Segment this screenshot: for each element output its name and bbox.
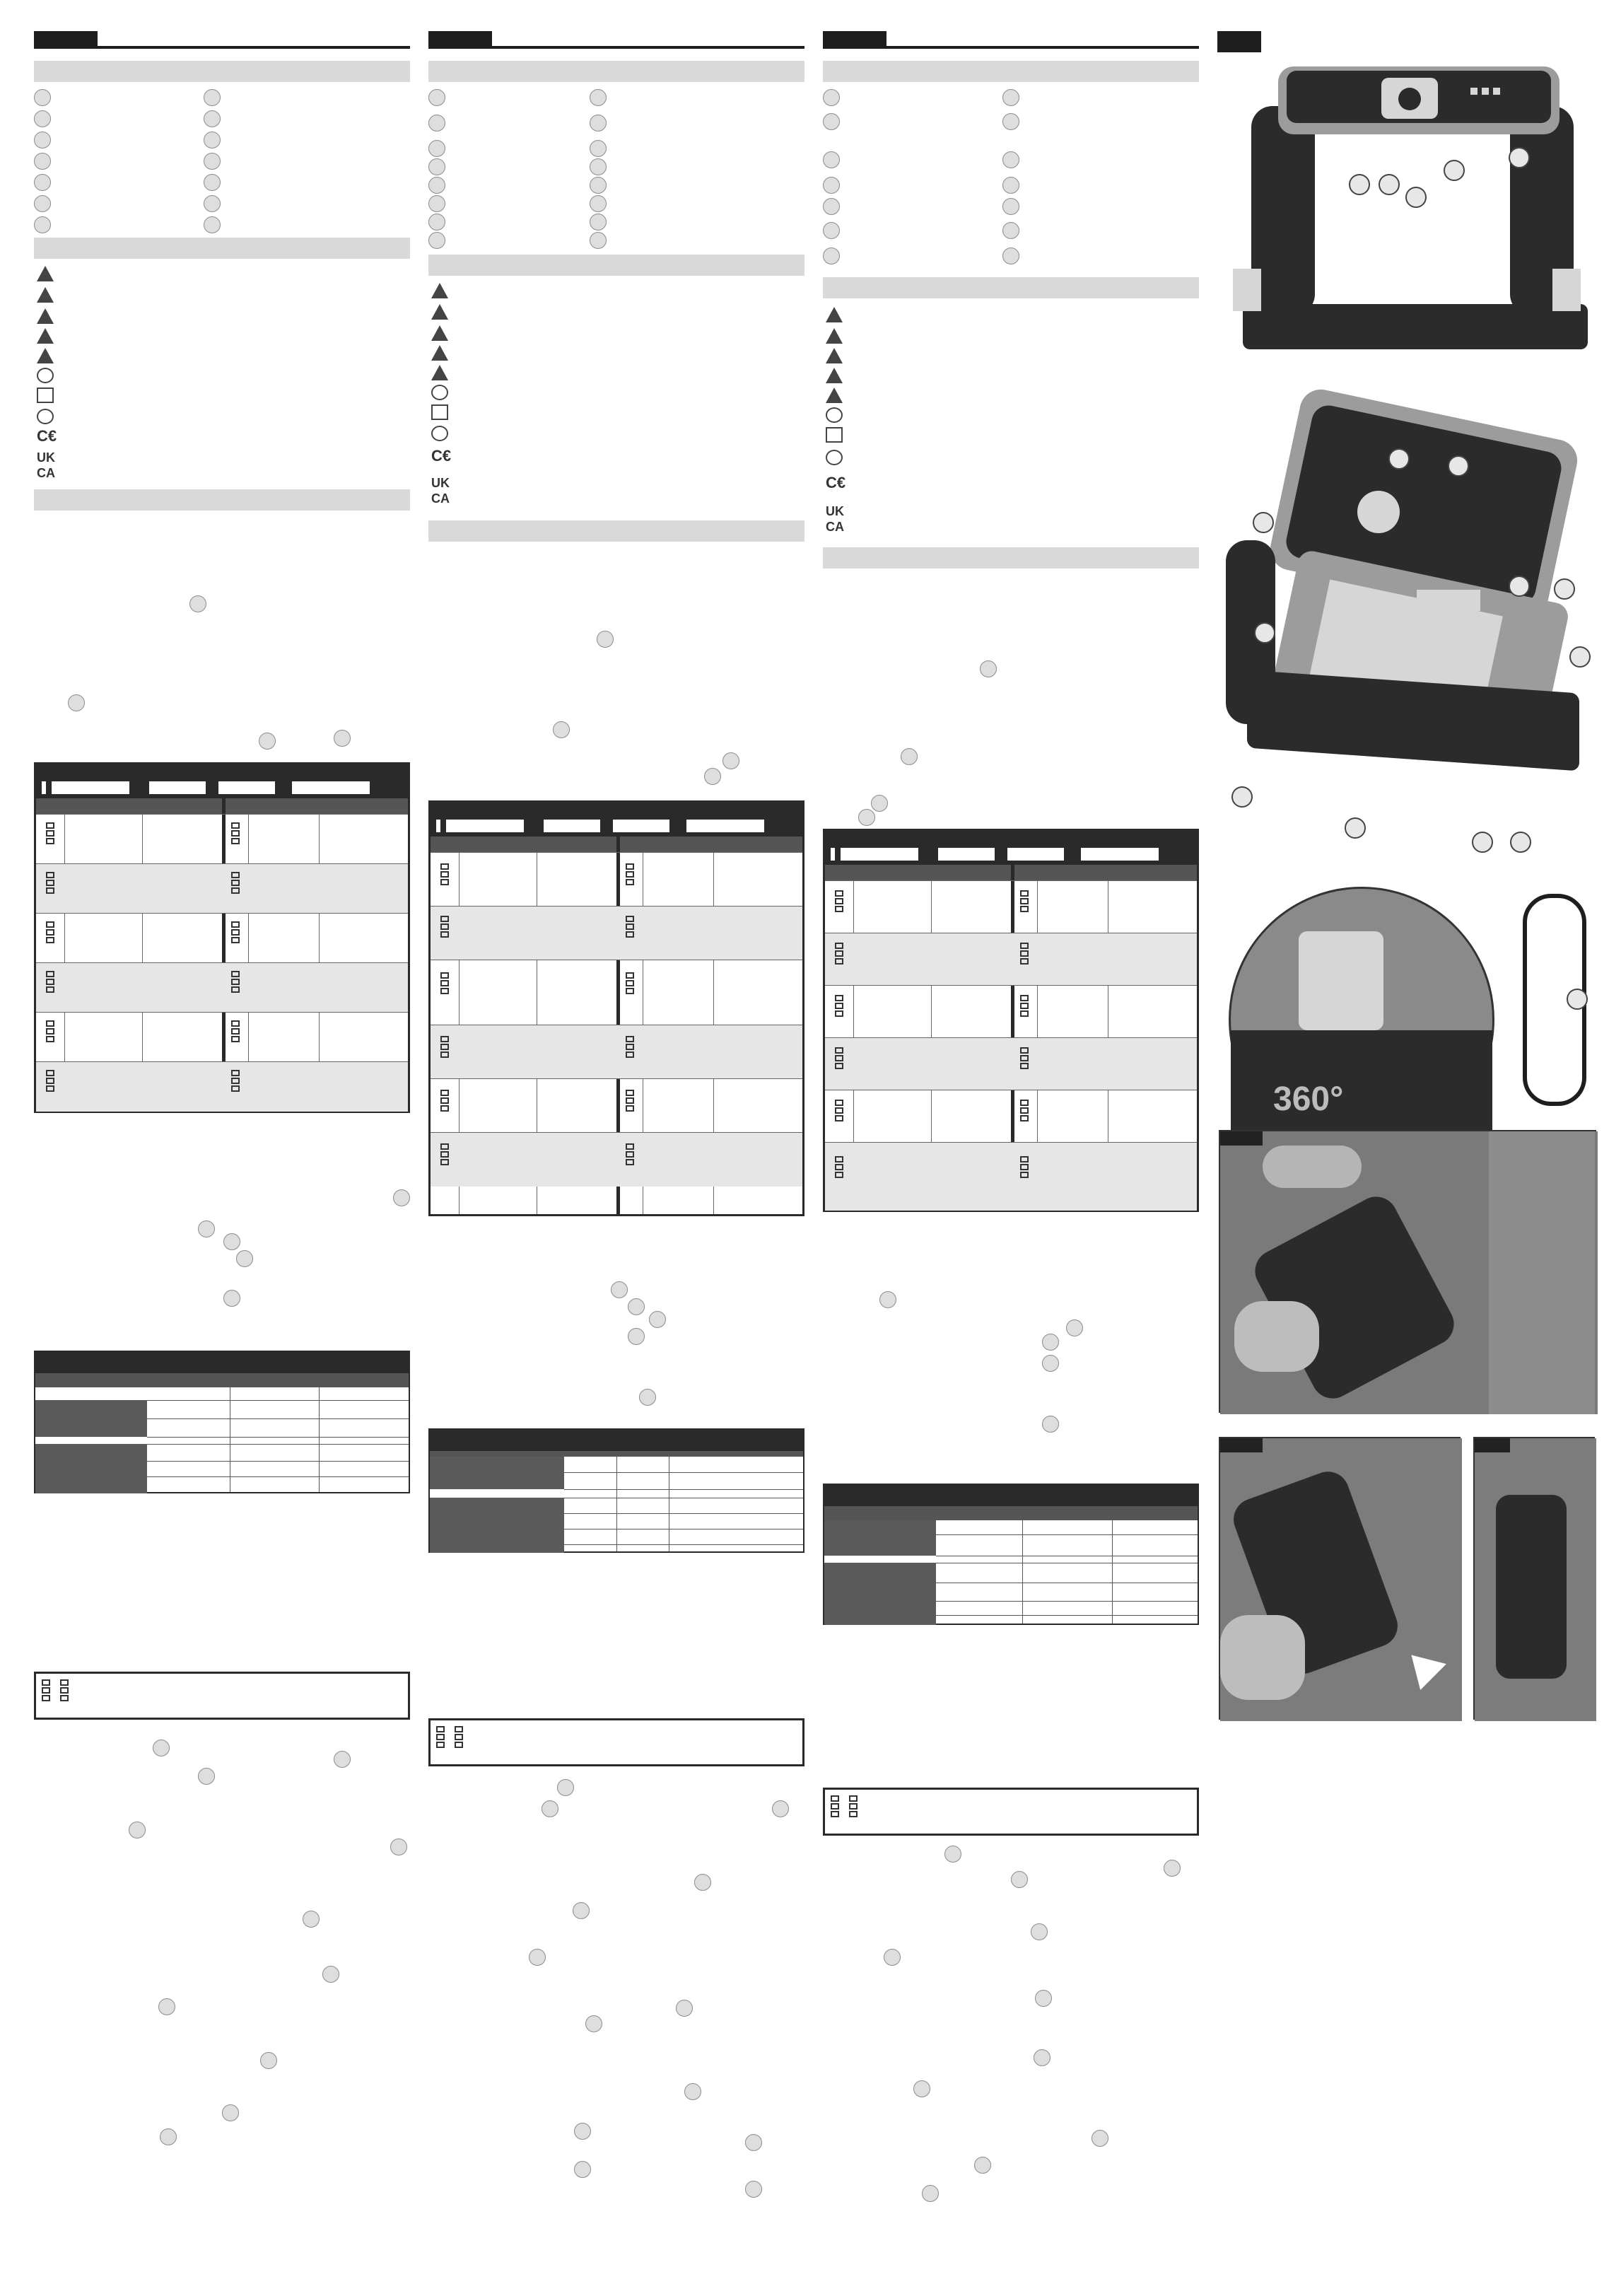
battery-status-table: [34, 762, 410, 1113]
reference-marker: [1035, 1990, 1052, 2007]
reference-marker: [745, 2181, 762, 2198]
reference-marker: [901, 748, 918, 765]
reference-marker: [974, 2157, 991, 2174]
reference-marker: [223, 1290, 240, 1307]
charge-indicator-box: [428, 1718, 804, 1766]
reference-marker: [303, 1911, 320, 1928]
rotation-label: 360°: [1273, 1080, 1344, 1118]
reference-marker: [158, 1998, 175, 2015]
reference-marker: [684, 2083, 701, 2100]
symbols-heading-band: [34, 238, 410, 259]
battery-level-icon: [1020, 995, 1031, 1023]
reference-marker: [628, 1298, 645, 1315]
circle-symbol-icon: [37, 409, 54, 424]
reference-marker: [574, 2161, 591, 2178]
reference-marker: [913, 2080, 930, 2097]
battery-level-icon: [60, 1679, 71, 1708]
battery-level-icon: [835, 1047, 846, 1076]
reference-marker: [1011, 1871, 1028, 1888]
battery-level-icon: [231, 822, 242, 851]
product-front-figure: [1219, 57, 1595, 372]
reference-marker: [585, 2015, 602, 2032]
reference-marker: [722, 752, 739, 769]
reference-marker: [393, 1189, 410, 1206]
charge-indicator-box: [823, 1788, 1199, 1836]
square-symbol-icon: [37, 387, 54, 403]
reference-marker: [259, 733, 276, 750]
battery-level-icon: [440, 972, 452, 1001]
battery-level-icon: [831, 1795, 842, 1824]
square-symbol-icon: [826, 427, 843, 443]
reference-marker: [1066, 1319, 1083, 1336]
reference-marker: [884, 1949, 901, 1966]
reference-marker: [529, 1949, 546, 1966]
section-rule: [823, 46, 1199, 49]
reference-marker: [1092, 2130, 1108, 2147]
reference-marker: [639, 1389, 656, 1406]
warning-triangle-icon: [431, 365, 448, 380]
reference-marker: [153, 1740, 170, 1756]
reference-marker: [542, 1800, 558, 1817]
battery-level-icon: [440, 1090, 452, 1118]
battery-level-icon: [835, 1100, 846, 1128]
reference-marker: [260, 2052, 277, 2069]
battery-level-icon: [1020, 890, 1031, 919]
reference-marker: [68, 694, 85, 711]
battery-level-icon: [626, 916, 637, 944]
section-heading-band: [823, 547, 1199, 569]
reference-marker: [628, 1328, 645, 1345]
section-heading-band: [34, 489, 410, 511]
circle-symbol-icon: [37, 368, 54, 383]
battery-level-icon: [46, 822, 57, 851]
reference-marker: [597, 631, 614, 648]
manual-column-1: [34, 31, 410, 2294]
reference-marker: [553, 721, 570, 738]
circle-symbol-icon: [826, 450, 843, 465]
reference-marker: [879, 1291, 896, 1308]
battery-level-icon: [1020, 1156, 1031, 1184]
reference-marker: [198, 1768, 215, 1785]
specifications-table: [34, 1351, 410, 1493]
reference-marker: [334, 1751, 351, 1768]
battery-level-icon: [440, 1036, 452, 1064]
charge-indicator-box: [34, 1672, 410, 1720]
figures-tab: [1217, 31, 1261, 52]
product-angled-figure: [1219, 399, 1596, 1118]
magnet-hook-detail: [1229, 887, 1494, 1153]
reference-marker: [574, 2123, 591, 2140]
section-heading-band: [428, 520, 804, 542]
specifications-table: [428, 1428, 804, 1553]
reference-marker: [198, 1220, 215, 1237]
battery-level-icon: [626, 1036, 637, 1064]
reference-marker: [611, 1281, 628, 1298]
circle-symbol-icon: [431, 385, 448, 400]
warning-triangle-icon: [826, 348, 843, 363]
section-rule: [428, 46, 804, 49]
warning-triangle-icon: [431, 304, 448, 320]
square-symbol-icon: [431, 404, 448, 420]
battery-level-icon: [231, 971, 242, 999]
ukca-mark-icon: UK CA: [431, 476, 450, 506]
ce-mark-icon: C€: [37, 427, 57, 445]
battery-level-icon: [849, 1795, 860, 1824]
circle-symbol-icon: [431, 426, 448, 441]
reference-marker: [1042, 1416, 1059, 1433]
battery-level-icon: [42, 1679, 53, 1708]
reference-marker: [236, 1250, 253, 1267]
circle-symbol-icon: [826, 407, 843, 423]
reference-marker: [573, 1902, 590, 1919]
battery-level-icon: [46, 921, 57, 950]
reference-marker: [944, 1846, 961, 1863]
ce-mark-icon: C€: [431, 447, 452, 465]
reference-marker: [922, 2185, 939, 2202]
battery-level-icon: [46, 971, 57, 999]
parts-heading-band: [823, 61, 1199, 82]
battery-level-icon: [835, 1156, 846, 1184]
reference-marker: [694, 1874, 711, 1891]
battery-level-icon: [626, 1090, 637, 1118]
symbols-heading-band: [823, 277, 1199, 298]
warning-triangle-icon: [37, 266, 54, 281]
reference-marker: [980, 660, 997, 677]
mounting-photo-1: [1219, 1130, 1596, 1413]
battery-level-icon: [1020, 1100, 1031, 1128]
reference-marker: [1164, 1860, 1181, 1877]
figures-column: [1217, 31, 1593, 1728]
symbols-heading-band: [428, 255, 804, 276]
reference-marker: [322, 1966, 339, 1983]
reference-marker: [129, 1822, 146, 1838]
reference-marker: [1042, 1334, 1059, 1351]
battery-status-table: [428, 800, 804, 1216]
warning-triangle-icon: [826, 307, 843, 322]
battery-level-icon: [1020, 943, 1031, 971]
ce-mark-icon: C€: [826, 474, 846, 491]
reference-marker: [858, 809, 875, 826]
battery-level-icon: [455, 1726, 466, 1754]
reference-marker: [1031, 1923, 1048, 1940]
battery-level-icon: [440, 916, 452, 944]
battery-level-icon: [1020, 1047, 1031, 1076]
battery-level-icon: [231, 921, 242, 950]
battery-level-icon: [231, 1070, 242, 1098]
battery-level-icon: [46, 1020, 57, 1049]
battery-level-icon: [626, 1143, 637, 1172]
section-rule: [34, 46, 410, 49]
ukca-mark-icon: UK CA: [37, 450, 55, 480]
battery-level-icon: [231, 1020, 242, 1049]
warning-triangle-icon: [37, 308, 54, 324]
reference-marker: [1034, 2049, 1051, 2066]
warning-triangle-icon: [431, 283, 448, 298]
parts-heading-band: [34, 61, 410, 82]
reference-marker: [704, 768, 721, 785]
specifications-table: [823, 1484, 1199, 1625]
reference-marker: [390, 1838, 407, 1855]
battery-level-icon: [835, 890, 846, 919]
reference-marker: [557, 1779, 574, 1796]
reference-marker: [160, 2128, 177, 2145]
battery-level-icon: [835, 943, 846, 971]
warning-triangle-icon: [826, 368, 843, 383]
manual-column-3: [823, 31, 1199, 2294]
warning-triangle-icon: [826, 387, 843, 403]
warning-triangle-icon: [826, 328, 843, 344]
reference-marker: [649, 1311, 666, 1328]
warning-triangle-icon: [431, 345, 448, 361]
mounting-photo-2: [1219, 1437, 1461, 1720]
reference-marker: [676, 2000, 693, 2017]
warning-triangle-icon: [37, 328, 54, 344]
reference-marker: [223, 1233, 240, 1250]
battery-level-icon: [440, 863, 452, 892]
battery-level-icon: [46, 872, 57, 900]
battery-level-icon: [231, 872, 242, 900]
battery-level-icon: [440, 1143, 452, 1172]
reference-marker: [745, 2134, 762, 2151]
battery-level-icon: [835, 995, 846, 1023]
battery-level-icon: [626, 972, 637, 1001]
parts-heading-band: [428, 61, 804, 82]
warning-triangle-icon: [37, 287, 54, 303]
reference-marker: [222, 2104, 239, 2121]
battery-status-table: [823, 829, 1199, 1212]
warning-triangle-icon: [37, 348, 54, 363]
manual-column-2: [428, 31, 804, 2294]
battery-level-icon: [436, 1726, 447, 1754]
reference-marker: [772, 1800, 789, 1817]
reference-marker: [189, 595, 206, 612]
battery-level-icon: [626, 863, 637, 892]
battery-level-icon: [46, 1070, 57, 1098]
warning-triangle-icon: [431, 325, 448, 341]
reference-marker: [334, 730, 351, 747]
ukca-mark-icon: UK CA: [826, 504, 844, 534]
reference-marker: [1042, 1355, 1059, 1372]
mounting-photo-3: [1473, 1437, 1595, 1720]
reference-marker: [871, 795, 888, 812]
